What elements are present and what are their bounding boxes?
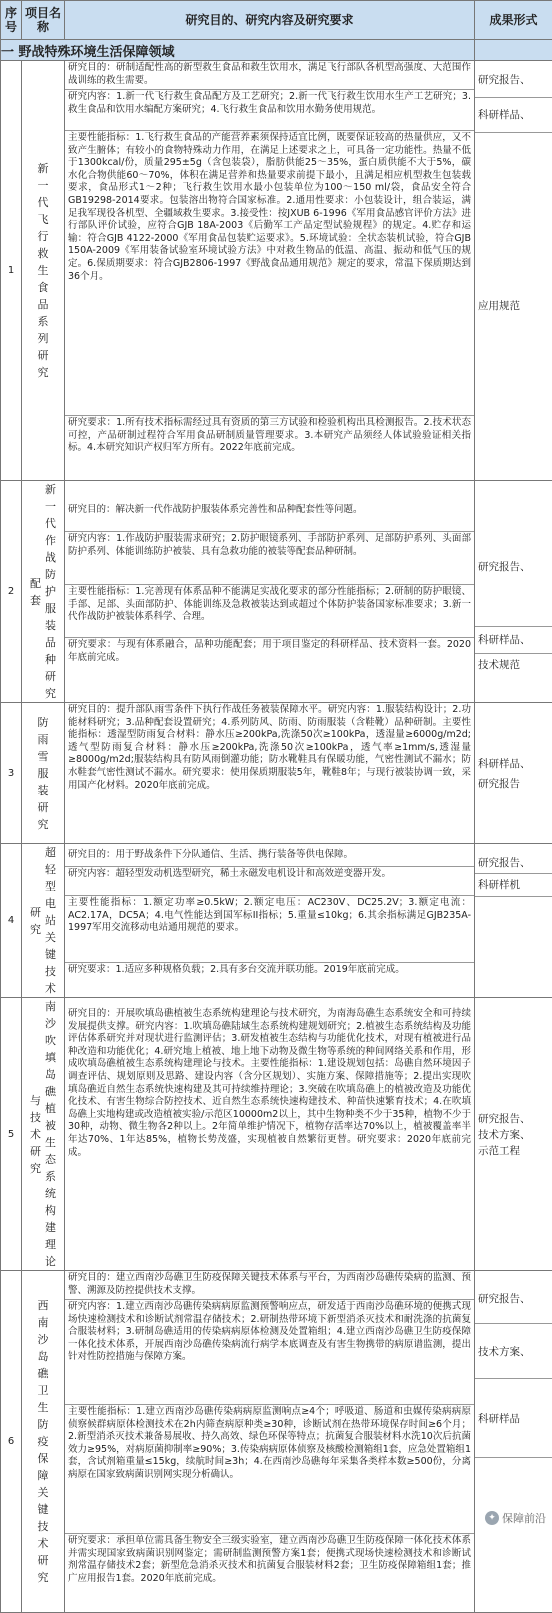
content-block: 研究目的：解决新一代作战防护服装体系完善性和品种配套性等问题。 [65,503,474,532]
project-content [65,844,475,998]
content-block: 研究内容：1.建立西南沙岛礁传染病病原监测预警响应点，研发适于西南沙岛礁环境的便携式现场快速检测技术和诊断试剂常温存储技术；2.研制热带环境下新型消杀灭技术和耐洗涤的抗菌复合服装材料；3.研制岛礁适用的传染病病原体检测及处置箱组；4.建立西南沙岛礁卫生防疫保障一体化技术体系，开展西南沙岛礁传染病流行病学本底调查及有害生物携带的病原谱监测，提出针对性防控措施与保障方案。 [65,1300,474,1405]
section-row [1,40,552,61]
project-content [65,1271,475,1613]
table-row [1,844,552,998]
result-item: 技术规范 [475,654,552,676]
result-form [475,703,552,844]
content-block: 研究内容：1.新一代飞行救生食品配方及工艺研究；2.新一代飞行救生饮用水生产工艺研究；3.救生食品和饮用水编配方案研究；4.飞行救生食品和饮用水勤务使用规范。 [65,90,474,131]
project-name: 配套 新一代作战防护服装品种研究 [22,481,65,703]
result-item: 科研样品、 [475,627,552,654]
header-no: 序号 [1,1,22,40]
content-block: 主要性能指标：1.完善现有体系品种不能满足实战化要求的部分性能指标；2.研制的防护眼镜、手部、足部、头面部防护、体能训练及急救被装达到或超过个体防护装备国家标准要求；3.新一代作战防护被装体系科学、合理。 [65,585,474,638]
content-block: 研究要求：1.适应多种规格负载；2.具有多台交流并联功能。2019年底前完成。 [65,963,474,993]
content-block: 主要性能指标：1.飞行救生食品的产能营养素须保持适宜比例，既要保证较高的热量供应，又不致产生腑体；有较小的食物特殊动力作用，在满足上述要求之上，可具备一定功能性。热量不低于1300kcal/份，质量295±5g（含包装袋），脂肪供能25～35%，蛋白质供能不大于5%，碳水化合物供能60～70%，体积在满足营养和热量要求前提下最小，且满足相应机型救生包装载要求，食品形式1～2种；飞行救生饮用水最小包装单位为100～150 ml/袋，食品安全符合GB19298-2014要求。包装溶出物符合国家标准。2.通用性要求：小包装设计，组合装运，满足我军现役各机型、全疆域救生要求。3.接受性：按JXUB 6-1996《军用食品感官评价方法》进行部队评价试验，应符合GJB 18A-2003《后勤军工产品定型试验规程》的规定。4.贮存和运输：符合GJB 4122-2000《军用食品包装贮运要求》。5.环境试验：全状态装机试验，符合GJB 150A-2009《军用装备试验室环境试验方法》中对救生物品的低温、高温、振动和低气压的规定。6.保质期要求：符合GJB2806-1997《野战食品通用规范》规定的要求，常温下保质期达到36个月。 [65,131,474,416]
project-content [65,481,475,703]
result-item: 技术方案、 [475,1126,552,1142]
table-row [1,703,552,844]
row-no: 1 [1,61,22,481]
result-item: 科研样品、 [475,98,552,133]
content-block: 研究目的：提升部队雨雪条件下执行作战任务被装保障水平。研究内容：1.服装结构设计；2.功能材料研究；3.品种配套设置研究；4.系列防风、防雨、防雨服装（含鞋靴）品种研制。主要性能指标：透湿型防雨复合材料：静水压≥200kPa,洗涤50次≥100kPa，透湿量≥6000g/m2d;透气型防雨复合材料：静水压≥200kPa,洗涤50次≥100kPa，透气率≥1mm/s,透湿量≥8000g/m2d;服装结构具有防风雨倒灌功能；防水靴鞋具有保暖功能，气密性测试不漏水；防水鞋套气密性测试不漏水。研究要求：使用保质期服装5年，靴鞋8年；与现行被装协调一致，采用国产化材料。2020年底前完成。 [65,703,474,843]
wechat-account-icon: ✦ [485,1511,499,1525]
row-no: 5 [1,998,22,1271]
result-form [475,481,552,703]
content-block: 研究目的：建立西南沙岛礁卫生防疫保障关键技术体系与平台，为西南沙岛礁传染病的监测、预警、溯源及防控提供技术支撑。 [65,1271,474,1300]
table-row [1,998,552,1271]
content-block: 主要性能指标：1.建立西南沙岛礁传染病病原监测响点≥4个；呼吸道、肠道和虫媒传染病病原侦察候群病原体检测技术在2h内筛查病原种类≥30种，诊断试剂在热带环境保存时间≥6个月；2.新型消杀灭技术兼备易展收、持久高效、绿色环保等特点；抗菌复合服装材料水洗10次后抗菌效力≥95%，对病原菌抑制率≥90%；3.传染病病原体侦察及核酸检测箱组1套，应急处置箱组1套，含试剂箱重量≤15kg，续航时间≥3h；4.在西南沙岛礁每年采集各类样本数≥500份，分离病原在国家致病菌识别网实现分析确认。 [65,1405,474,1534]
content-block: 研究要求：1.所有技术指标需经过具有资质的第三方试验和检验机构出具检测报告。2.技术状态可控，产品研制过程符合军用食品研制质量管理要求。3.本研究产品须经人体试验验证相关指标。4.本研究知识产权归军方所有。2022年底前完成。 [65,416,474,480]
content-block: 研究目的：研制适配性高的新型救生食品和救生饮用水，满足飞行部队各机型高强度、大范围作战训练的救生需要。 [65,61,474,90]
project-name: 防雨雪服装研究 [22,703,65,844]
project-content [65,998,475,1271]
result-item: 科研样机 [475,874,552,897]
table-row [1,481,552,703]
content-block: 研究目的：开展吹填岛礁植被生态系统构建理论与技术研究，为南海岛礁生态系统安全和可持续发展提供支撑。研究内容：1.吹填岛礁陆域生态系统构建规划研究；2.植被生态系统结构及功能评估体系研究并对现状进行监测评估；3.研发植被生态结构与功能优化技术，对现有植被进行品种改造和功能优化；4.研究地上植被、地上地下动物及微生物等系统的种间网络关系和作用，形成吹填岛礁植被生态系统构建理论与技术。主要性能指标：1.建设规划包括：岛礁自然环境因子调查评估、规划原则及思路、建设内容（含分区规划）、实施方案、保障措施等；2.提出实现吹填岛礁近自然生态系统快速构建及其可持续维持理论；3.突破在吹填岛礁上的植被改造及功能优化技术、有害生物综合防控技术、近自然生态系统快速构建技术、种苗快速繁育技术；4.在吹填岛礁上实地构建或改造植被实验/示范区10000m2以上，其中生物种类不少于35种，植物不少于30种，动物、微生物各2种以上。2年简单维护情况下，植物存活率达70%以上，植被覆盖率半年达70%、1年达85%，植物长势茂盛，实现植被自然繁衍更替。研究要求：2020年底前完成。 [65,1007,474,1261]
row-no: 2 [1,481,22,703]
result-item: 技术方案、 [475,1324,552,1379]
result-item: 研究报告、 [475,1110,552,1126]
result-item: 研究报告、 [475,1273,552,1324]
project-content [65,61,475,481]
result-item: 应用规范 [475,133,552,479]
project-name: 研究 超轻型电站关键技术 [22,844,65,998]
content-block: 研究要求：承担单位需具备生物安全三级实验室，建立西南沙岛礁卫生防疫保障一体化技术体系并需实现国家致病菌识别网鉴定；需研制监测预警方案1套；便携式现场快速检测技术和诊断试剂常温存储技术2套；新型危急消杀灭技术和抗菌复合服装材料2套；卫生防疫保障箱组1套；推广应用报告1套。2020年底前完成。 [65,1534,474,1612]
table-row [1,61,552,481]
header-content: 研究目的、研究内容及研究要求 [65,1,475,40]
content-block: 主要性能指标：1.额定功率≥0.5kW；2.额定电压：AC230V、DC25.2V；3.额定电流：AC2.17A，DC5A；4.电气性能达到国军标II指标；5.重量≤10kg；6.其余指标满足GJB235A-1997军用交流移动电站通用规范的要求。 [65,896,474,963]
result-item: 科研样品、 [475,753,552,773]
watermark-text: 保障前沿 [502,1510,546,1526]
result-item: 研究报告、 [475,508,552,627]
content-block: 研究目的：用于野战条件下分队通信、生活、携行装备等供电保障。 [65,848,474,867]
content-block: 研究要求：与现有体系融合，品种功能配套；用于项目鉴定的科研样品、技术资料一套。2020年底前完成。 [65,638,474,680]
content-block: 研究内容：1.作战防护服装需求研究；2.防护眼镜系列、手部防护系列、足部防护系列、头面部防护系列、体能训练防护被装、具有急救功能的被装等配套品种研制。 [65,532,474,585]
result-form [475,1271,552,1613]
result-item: 科研样品 [475,1379,552,1458]
table-row [1,1271,552,1613]
section-title: 一 野战特殊环境生活保障领域 [1,40,475,61]
project-content [65,703,475,844]
result-item: 研究报告 [475,773,552,793]
project-name: 新一代飞行救生食品系列研究 [22,61,65,481]
result-form [475,844,552,998]
row-no: 6 [1,1271,22,1613]
result-item: 研究报告、 [475,63,552,98]
result-form [475,998,552,1271]
content-block: 研究内容：超轻型发动机选型研究，稀土永磁发电机设计和高效逆变器开发。 [65,867,474,896]
project-name: 西南沙岛礁卫生防疫保障关键技术研究 [22,1271,65,1613]
result-item: 示范工程 [475,1142,552,1158]
header-result: 成果形式 [475,1,552,40]
watermark [485,1510,546,1526]
row-no: 3 [1,703,22,844]
table-header-row [1,1,552,40]
header-name: 项目名称 [22,1,65,40]
result-item: 研究报告、 [475,853,552,874]
result-form [475,61,552,481]
project-name: 与技术研究 南沙吹填岛礁植被生态系统构建理论 [22,998,65,1271]
row-no: 4 [1,844,22,998]
